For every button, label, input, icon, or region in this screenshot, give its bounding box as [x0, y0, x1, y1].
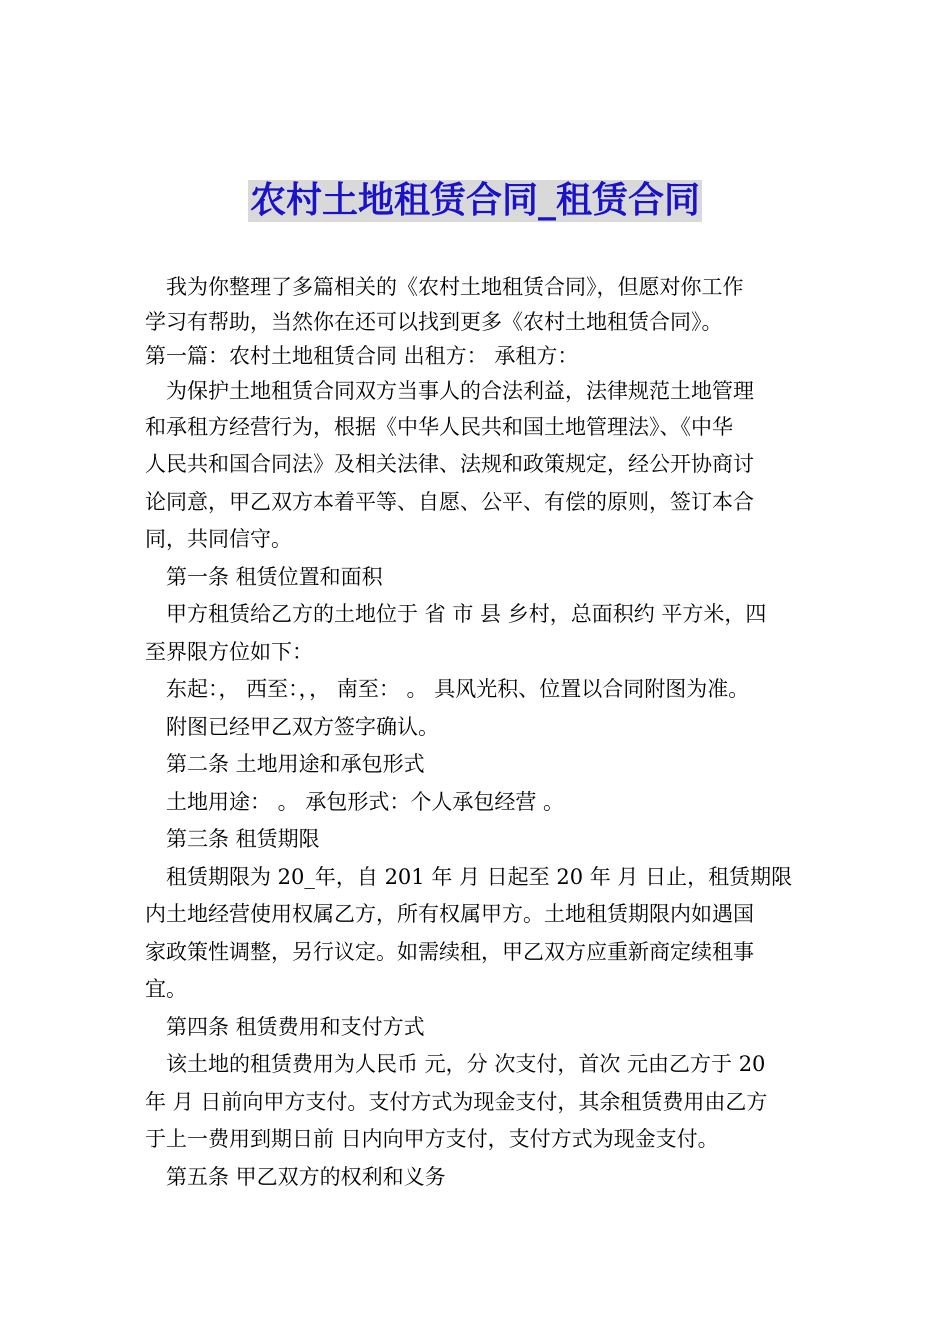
section-heading: 第二条 土地用途和承包形式	[166, 752, 425, 777]
paragraph-line: 论同意，甲乙双方本着平等、自愿、公平、有偿的原则，签订本合	[145, 489, 754, 514]
paragraph-line: 为保护土地租赁合同双方当事人的合法利益，法律规范土地管理	[166, 379, 754, 404]
section-heading: 第三条 租赁期限	[166, 827, 320, 852]
paragraph-line: 东起：， 西至：，， 南至： 。 具风光积、位置以合同附图为准。	[166, 677, 750, 702]
title-container	[0, 180, 950, 222]
section-heading: 第一条 租赁位置和面积	[166, 564, 383, 589]
section-heading: 第四条 租赁费用和支付方式	[166, 1014, 425, 1039]
paragraph-line: 土地用途： 。 承包形式：个人承包经营 。	[166, 789, 565, 814]
section-heading: 第五条 甲乙双方的权利和义务	[166, 1164, 446, 1189]
document-body	[145, 270, 815, 1196]
paragraph-line: 至界限方位如下：	[145, 639, 313, 664]
paragraph-line: 于上一费用到期日前 日内向甲方支付，支付方式为现金支付。	[145, 1127, 719, 1152]
paragraph-line: 第一篇：农村土地租赁合同 出租方： 承租方：	[145, 344, 579, 369]
paragraph-line: 内土地经营使用权属乙方，所有权属甲方。土地租赁期限内如遇国	[145, 902, 754, 927]
document-title: 农村土地租赁合同_租赁合同	[249, 180, 700, 221]
paragraph-line: 家政策性调整，另行议定。如需续租，甲乙双方应重新商定续租事	[145, 939, 754, 964]
paragraph-line: 和承租方经营行为，根据《中华人民共和国土地管理法》、《中华	[145, 414, 733, 439]
paragraph-line: 学习有帮助，当然你在还可以找到更多《农村土地租赁合同》。	[145, 309, 723, 334]
paragraph-line: 租赁期限为 20_年，自 201 年 月 日起至 20 年 月 日止，租赁期限	[166, 864, 793, 889]
paragraph-line: 该土地的租赁费用为人民币 元，分 次支付，首次 元由乙方于 20	[166, 1052, 766, 1077]
paragraph-line: 附图已经甲乙双方签字确认。	[166, 714, 439, 739]
paragraph-line: 宜。	[145, 977, 187, 1002]
paragraph-line: 甲方租赁给乙方的土地位于 省 市 县 乡村，总面积约 平方米，四	[166, 602, 767, 627]
paragraph-line: 人民共和国合同法》及相关法律、法规和政策规定，经公开协商讨	[145, 452, 754, 477]
paragraph-line: 同，共同信守。	[145, 527, 292, 552]
paragraph-line: 我为你整理了多篇相关的《农村土地租赁合同》，但愿对你工作	[166, 275, 744, 299]
paragraph-line: 年 月 日前向甲方支付。支付方式为现金支付，其余租赁费用由乙方	[145, 1089, 768, 1114]
